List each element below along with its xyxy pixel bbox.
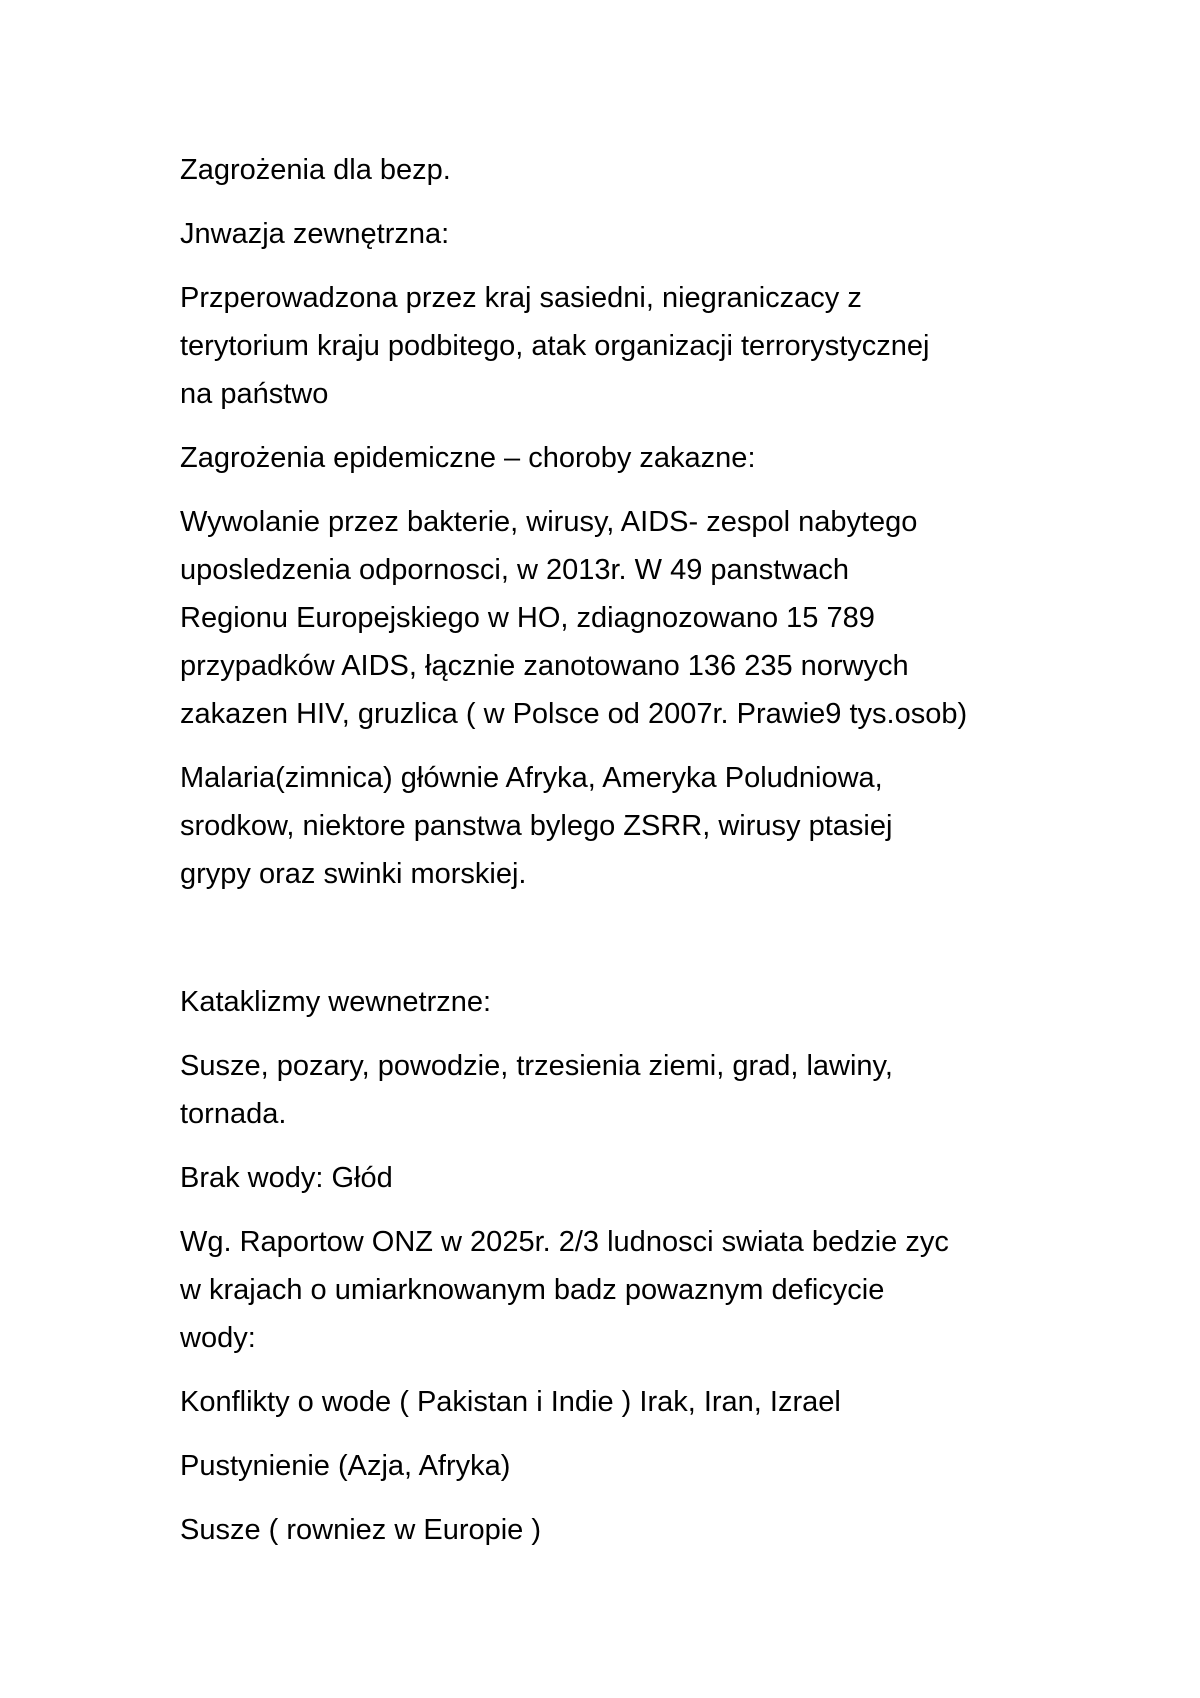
text-line: Konflikty o wode ( Pakistan i Indie ) Irak, Iran, Izrael (180, 1386, 841, 1418)
paragraph-water-heading (180, 1154, 1080, 1202)
blank-space (180, 914, 1080, 978)
text-line: przypadków AIDS, łącznie zanotowano 136 235 norwych (180, 650, 909, 682)
text-line: Przperowadzona przez kraj sasiedni, niegraniczacy z (180, 282, 862, 314)
text-line: Zagrożenia epidemiczne – choroby zakazne: (180, 442, 756, 474)
paragraph-disasters-body (180, 1042, 1080, 1138)
text-line: tornada. (180, 1098, 287, 1130)
paragraph-un-report (180, 1218, 1080, 1362)
text-line: srodkow, niektore panstwa bylego ZSRR, wirusy ptasiej (180, 810, 893, 842)
paragraph-epidemic-body (180, 498, 1080, 738)
text-line: zakazen HIV, gruzlica ( w Polsce od 2007r. Prawie9 tys.osob) (180, 698, 968, 730)
text-line: uposledzenia odpornosci, w 2013r. W 49 panstwach (180, 554, 850, 586)
text-line: na państwo (180, 378, 329, 410)
text-line: wody: (180, 1322, 256, 1354)
paragraph-malaria (180, 754, 1080, 898)
text-line: Susze ( rowniez w Europie ) (180, 1514, 542, 1546)
text-line: Wywolanie przez bakterie, wirusy, AIDS- zespol nabytego (180, 506, 918, 538)
text-line: Susze, pozary, powodzie, trzesienia ziemi, grad, lawiny, (180, 1050, 893, 1082)
paragraph-epidemic-heading (180, 434, 1080, 482)
text-line: Wg. Raportow ONZ w 2025r. 2/3 ludnosci swiata bedzie zyc (180, 1226, 949, 1258)
text-line: Jnwazja zewnętrzna: (180, 218, 450, 250)
text-line: Regionu Europejskiego w HO, zdiagnozowano 15 789 (180, 602, 875, 634)
paragraph-title (180, 146, 1080, 194)
text-line: Brak wody: Głód (180, 1162, 393, 1194)
paragraph-droughts (180, 1506, 1080, 1554)
text-line: terytorium kraju podbitego, atak organizacji terrorystycznej (180, 330, 930, 362)
paragraph-desertification (180, 1442, 1080, 1490)
paragraph-water-conflicts (180, 1378, 1080, 1426)
text-line: Kataklizmy wewnetrzne: (180, 986, 492, 1018)
paragraph-invasion-body (180, 274, 1080, 418)
paragraph-invasion-heading (180, 210, 1080, 258)
text-line: grypy oraz swinki morskiej. (180, 858, 527, 890)
text-line: Zagrożenia dla bezp. (180, 154, 451, 186)
text-line: Pustynienie (Azja, Afryka) (180, 1450, 511, 1482)
text-line: Malaria(zimnica) głównie Afryka, Ameryka Poludniowa, (180, 762, 883, 794)
text-line: w krajach o umiarknowanym badz powaznym deficycie (180, 1274, 885, 1306)
document-body (180, 146, 1080, 1570)
paragraph-disasters-heading (180, 978, 1080, 1026)
